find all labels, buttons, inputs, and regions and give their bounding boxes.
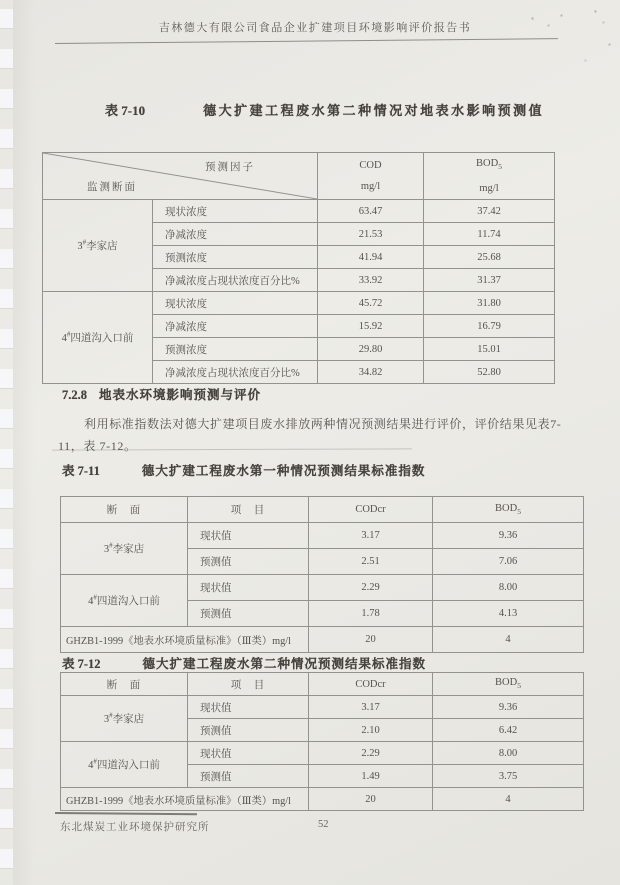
codcr-col-header: CODcr bbox=[309, 497, 433, 523]
row-item-label: 现状浓度 bbox=[153, 292, 318, 315]
running-header: 吉林德大有限公司食品企业扩建项目环境影响评价报告书 bbox=[158, 22, 472, 34]
cod-value: 2.29 bbox=[309, 575, 433, 601]
standard-cod-value: 20 bbox=[309, 788, 433, 811]
page-number: 52 bbox=[318, 819, 329, 830]
standard-label: GHZB1-1999《地表水环境质量标准》（Ⅲ类）mg/l bbox=[61, 627, 309, 653]
bod-header-cell bbox=[424, 153, 555, 200]
row-item-label: 现状值 bbox=[188, 696, 309, 719]
row-item-label: 净减浓度 bbox=[153, 315, 318, 338]
cod-value: 21.53 bbox=[318, 223, 424, 246]
cod-value: 41.94 bbox=[318, 246, 424, 269]
bod-value: 25.68 bbox=[424, 246, 555, 269]
row-item-label: 预测值 bbox=[188, 549, 309, 575]
site-label: 3#李家店 bbox=[61, 523, 188, 575]
item-col-header: 项 目 bbox=[188, 673, 309, 696]
section-col-header: 断 面 bbox=[61, 673, 188, 696]
site-label: 4#四道沟入口前 bbox=[43, 292, 153, 384]
cod-unit: mg/l bbox=[360, 181, 381, 192]
table-header-row bbox=[43, 153, 555, 200]
section-heading bbox=[62, 385, 261, 403]
cod-value: 63.47 bbox=[318, 200, 424, 223]
standard-bod-value: 4 bbox=[433, 788, 584, 811]
table-header-row bbox=[61, 497, 584, 523]
section-number: 7.2.8 bbox=[62, 388, 87, 402]
site-label: 3#李家店 bbox=[61, 696, 188, 742]
cod-header-cell bbox=[318, 153, 424, 200]
bod-value: 4.13 bbox=[433, 601, 584, 627]
bod-value: 8.00 bbox=[433, 742, 584, 765]
cod-value: 33.92 bbox=[318, 269, 424, 292]
bod-value: 9.36 bbox=[433, 523, 584, 549]
table-row bbox=[43, 200, 555, 223]
section-col-header: 断 面 bbox=[61, 497, 188, 523]
table-row bbox=[61, 523, 584, 549]
diagonal-line bbox=[43, 153, 317, 199]
footer-rule bbox=[55, 812, 197, 815]
bod-col-header: $BOD_5$ bbox=[433, 673, 584, 696]
table-7-11 bbox=[60, 496, 584, 653]
site-label: 3#李家店 bbox=[43, 200, 153, 292]
table-7-10-label: 表 7-10 bbox=[105, 103, 146, 118]
table-7-10-caption bbox=[105, 100, 544, 119]
header-rule bbox=[55, 38, 558, 44]
bod-value: 9.36 bbox=[433, 696, 584, 719]
row-item-label: 现状值 bbox=[188, 575, 309, 601]
bod-value: 3.75 bbox=[433, 765, 584, 788]
row-item-label: 现状值 bbox=[188, 523, 309, 549]
bod-value: 15.01 bbox=[424, 338, 555, 361]
standard-bod-value: 4 bbox=[433, 627, 584, 653]
row-item-label: 预测值 bbox=[188, 765, 309, 788]
cod-value: 3.17 bbox=[309, 523, 433, 549]
scanner-noise bbox=[0, 0, 1, 1]
bod-value: 11.74 bbox=[424, 223, 555, 246]
cod-value: 15.92 bbox=[318, 315, 424, 338]
cod-label: COD bbox=[359, 160, 382, 171]
table-header-row bbox=[61, 673, 584, 696]
section-title: 地表水环境影响预测与评价 bbox=[99, 388, 262, 402]
table-7-12-caption bbox=[62, 654, 426, 672]
bod-value: 8.00 bbox=[433, 575, 584, 601]
row-item-label: 预测浓度 bbox=[153, 246, 318, 269]
diagonal-header-cell bbox=[43, 153, 318, 200]
cod-value: 1.49 bbox=[309, 765, 433, 788]
cod-value: 34.82 bbox=[318, 361, 424, 384]
cod-value: 2.29 bbox=[309, 742, 433, 765]
footer-organization: 东北煤炭工业环境保护研究所 bbox=[60, 822, 210, 833]
row-item-label: 预测值 bbox=[188, 719, 309, 742]
table-row bbox=[61, 742, 584, 765]
cod-value: 29.80 bbox=[318, 338, 424, 361]
cod-value: 2.10 bbox=[309, 719, 433, 742]
row-item-label: 现状值 bbox=[188, 742, 309, 765]
bod-value: 6.42 bbox=[433, 719, 584, 742]
bod-value: 52.80 bbox=[424, 361, 555, 384]
page-edge-shadow bbox=[13, 0, 35, 885]
spiral-binding-holes bbox=[0, 0, 13, 885]
table-row bbox=[61, 788, 584, 811]
bod-value: 37.42 bbox=[424, 200, 555, 223]
site-label: 4#四道沟入口前 bbox=[61, 742, 188, 788]
table-7-12 bbox=[60, 672, 584, 811]
row-item-label: 预测值 bbox=[188, 601, 309, 627]
row-item-label: 净减浓度占现状浓度百分比% bbox=[153, 361, 318, 384]
table-7-12-title: 德大扩建工程废水第二种情况预测结果标准指数 bbox=[142, 657, 427, 671]
table-7-11-label: 表 7-11 bbox=[62, 464, 100, 478]
table-7-10 bbox=[42, 152, 555, 384]
bod-label: $BOD_5$ bbox=[476, 158, 502, 172]
cod-value: 3.17 bbox=[309, 696, 433, 719]
site-label: 4#四道沟入口前 bbox=[61, 575, 188, 627]
table-7-11-caption bbox=[62, 461, 425, 479]
bod-value: 31.37 bbox=[424, 269, 555, 292]
row-item-label: 现状浓度 bbox=[153, 200, 318, 223]
bod-unit: mg/l bbox=[479, 182, 499, 194]
table-row bbox=[43, 292, 555, 315]
bod-value: 31.80 bbox=[424, 292, 555, 315]
table-7-11-title: 德大扩建工程废水第一种情况预测结果标准指数 bbox=[141, 464, 426, 478]
table-7-12-label: 表 7-12 bbox=[62, 657, 101, 671]
row-item-label: 预测浓度 bbox=[153, 338, 318, 361]
cod-value: 45.72 bbox=[318, 292, 424, 315]
item-col-header: 项 目 bbox=[188, 497, 309, 523]
row-item-label: 净减浓度 bbox=[153, 223, 318, 246]
table-row bbox=[61, 696, 584, 719]
table-row bbox=[61, 575, 584, 601]
cod-value: 2.51 bbox=[309, 549, 433, 575]
cod-value: 1.78 bbox=[309, 601, 433, 627]
header-factor-label: 预测因子 bbox=[205, 162, 255, 173]
codcr-col-header: CODcr bbox=[309, 673, 433, 696]
bod-col-header: $BOD_5$ bbox=[433, 497, 584, 523]
bod-value: 16.79 bbox=[424, 315, 555, 338]
row-item-label: 净减浓度占现状浓度百分比% bbox=[153, 269, 318, 292]
table-row bbox=[61, 627, 584, 653]
body-paragraph: 利用标准指数法对德大扩建项目废水排放两种情况预测结果进行评价，评价结果见表7-11，表 7-12。 bbox=[58, 417, 562, 453]
standard-label: GHZB1-1999《地表水环境质量标准》（Ⅲ类）mg/l bbox=[61, 788, 309, 811]
table-7-10-title: 德大扩建工程废水第二种情况对地表水影响预测值 bbox=[203, 103, 545, 118]
bod-value: 7.06 bbox=[433, 549, 584, 575]
header-section-label: 监测断面 bbox=[87, 182, 137, 193]
standard-cod-value: 20 bbox=[309, 627, 433, 653]
